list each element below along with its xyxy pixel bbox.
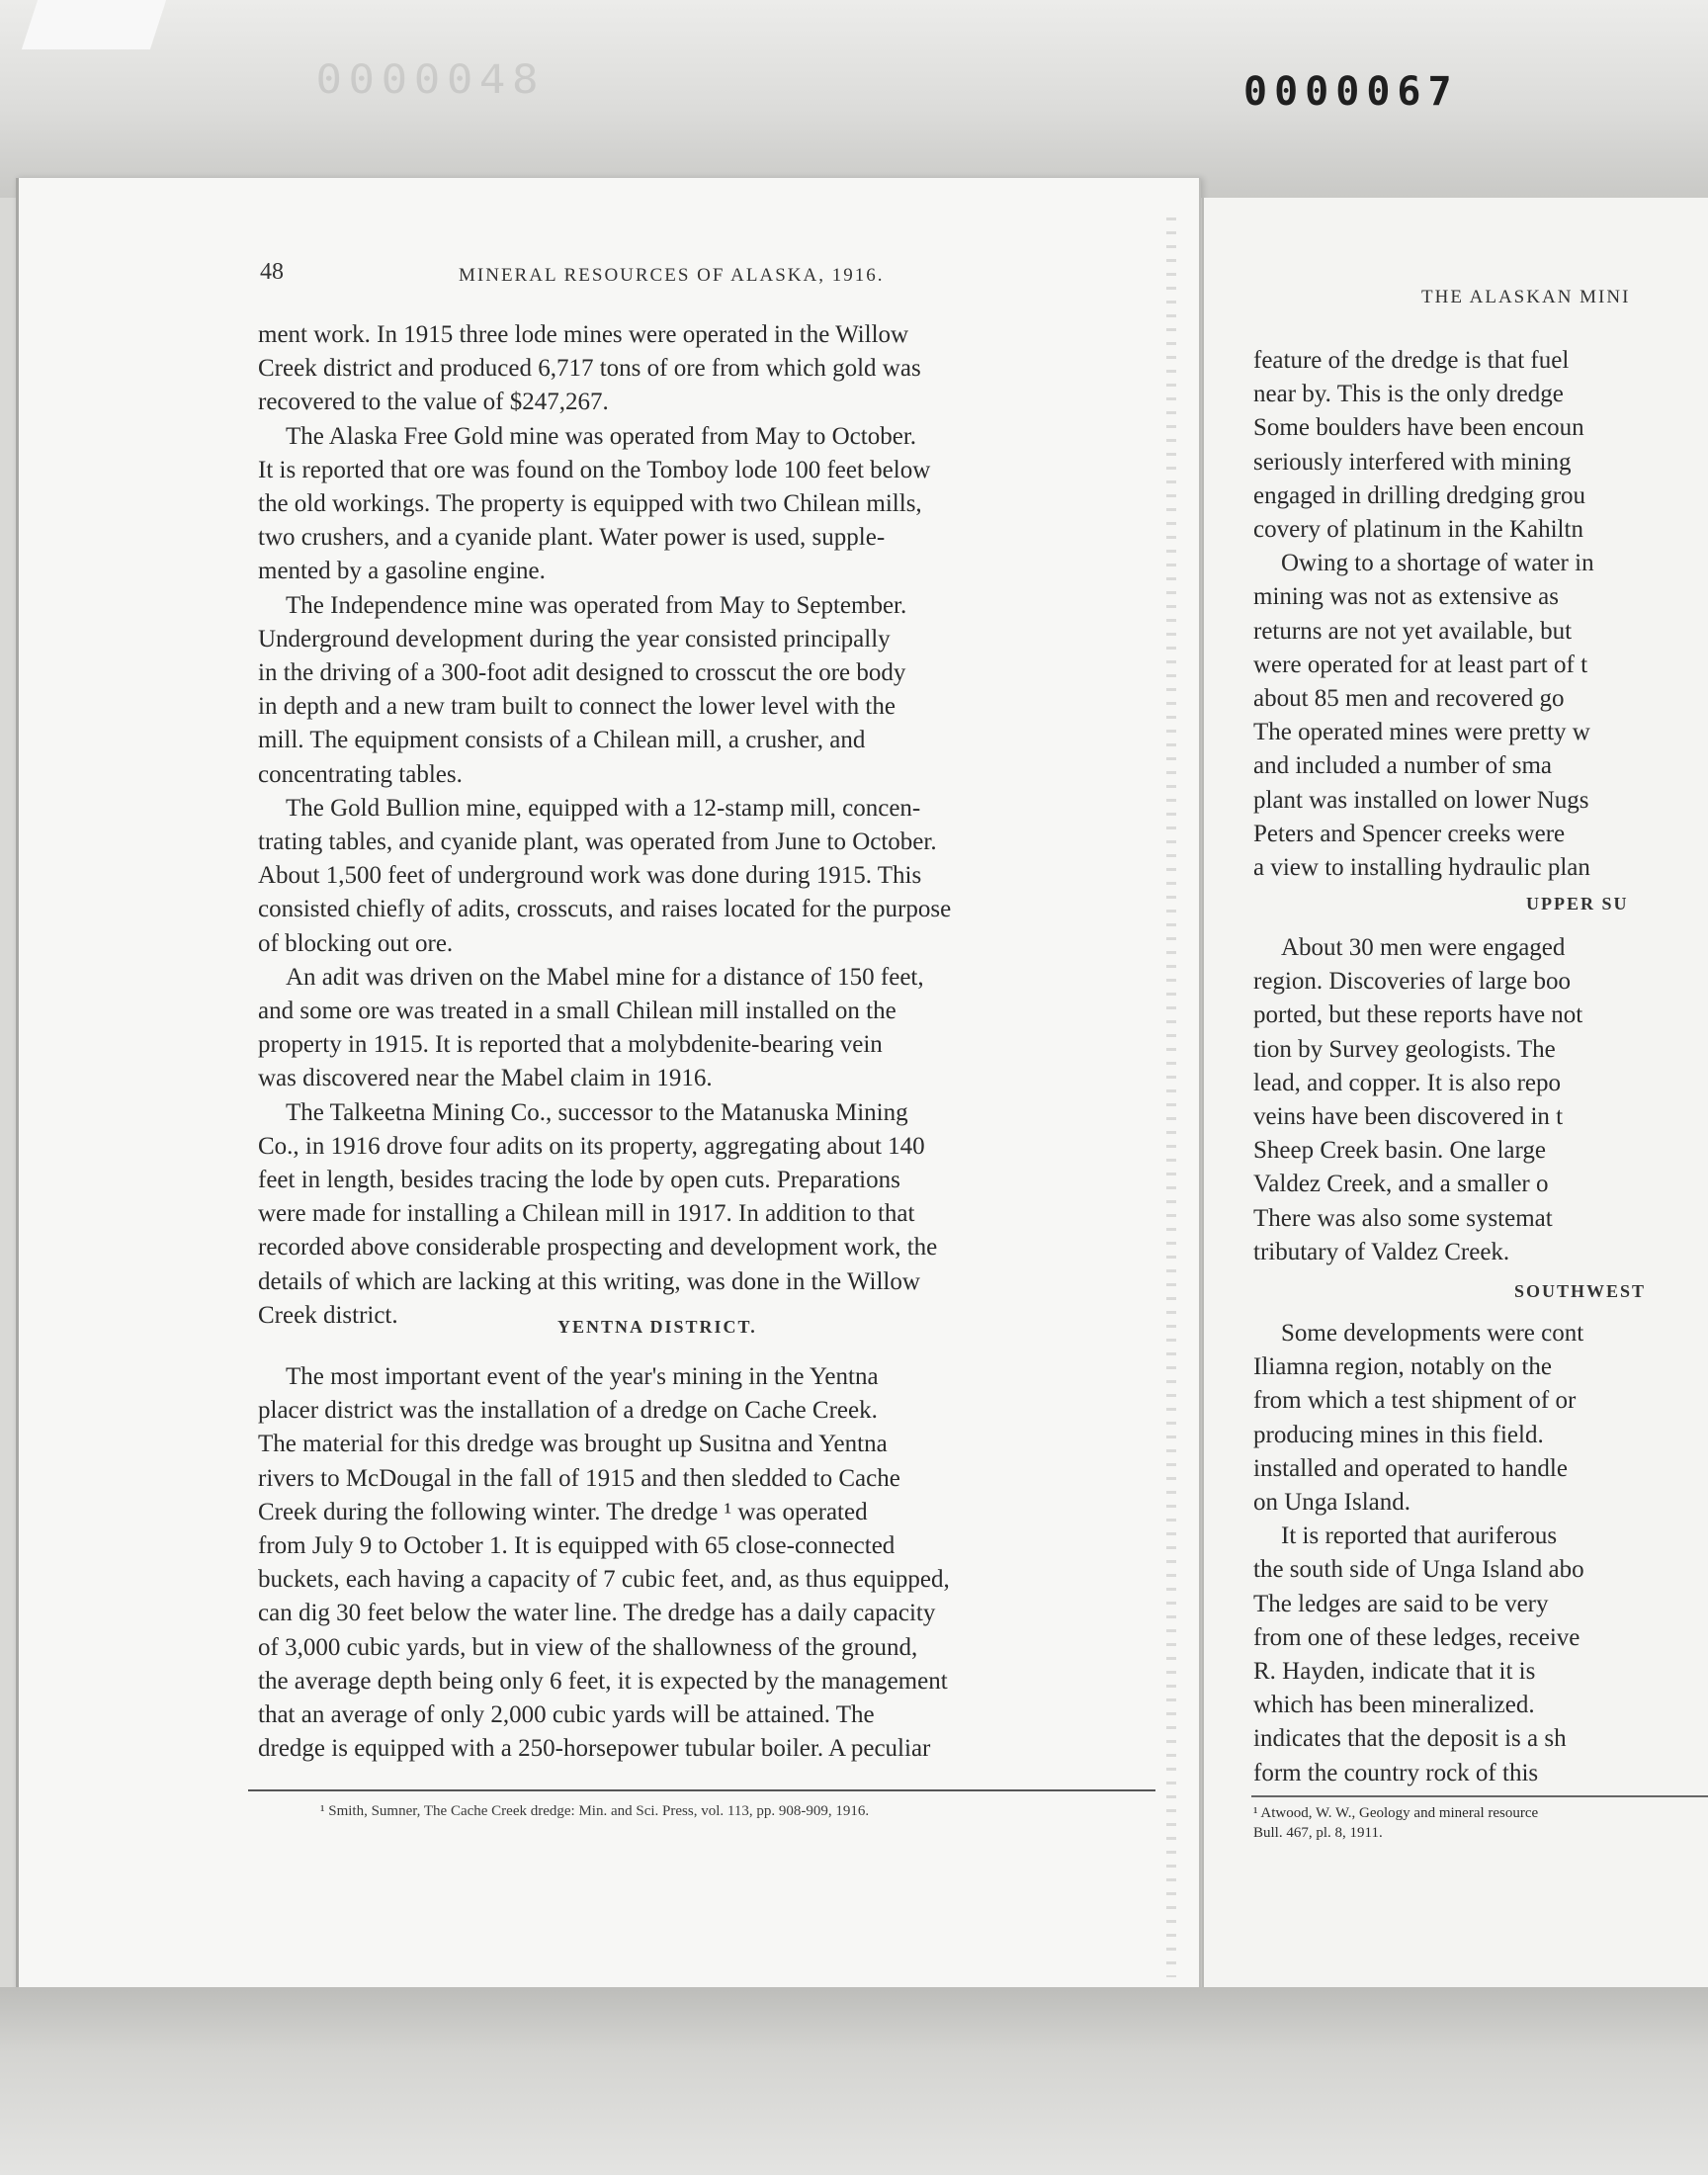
body-line: tributary of Valdez Creek. bbox=[1253, 1238, 1510, 1265]
body-line: The ledges are said to be very bbox=[1253, 1590, 1549, 1617]
body-line: The material for this dredge was brought up Susitna and Yentna bbox=[258, 1431, 888, 1458]
body-line: of blocking out ore. bbox=[258, 929, 454, 957]
body-line: which has been mineralized. bbox=[1253, 1692, 1535, 1719]
body-line: indicates that the deposit is a sh bbox=[1253, 1725, 1567, 1753]
body-line: mining was not as extensive as bbox=[1253, 583, 1559, 611]
body-line: in depth and a new tram built to connect the lower level with the bbox=[258, 693, 896, 721]
right-body-text-3 bbox=[1253, 1317, 1708, 1801]
section-heading-southwest: SOUTHWEST bbox=[1514, 1281, 1647, 1301]
body-line: Some boulders have been encoun bbox=[1253, 414, 1584, 442]
body-line: ported, but these reports have not bbox=[1253, 1001, 1583, 1029]
footnote-rule bbox=[248, 1789, 1155, 1791]
body-line: from July 9 to October 1. It is equipped with 65 close-connected bbox=[258, 1532, 896, 1559]
ghost-frame-number: 0000048 bbox=[315, 57, 546, 103]
body-line: the average depth being only 6 feet, it is expected by the management bbox=[258, 1667, 948, 1695]
footnote-line: Bull. 467, pl. 8, 1911. bbox=[1253, 1825, 1383, 1841]
body-line: recorded above considerable prospecting and development work, the bbox=[258, 1234, 938, 1262]
body-line: concentrating tables. bbox=[258, 760, 463, 788]
body-line: a view to installing hydraulic plan bbox=[1253, 854, 1590, 881]
body-line: dredge is equipped with a 250-horsepower tubular boiler. A peculiar bbox=[258, 1735, 931, 1763]
body-line: The Alaska Free Gold mine was operated from May to October. bbox=[286, 422, 917, 450]
body-line: Iliamna region, notably on the bbox=[1253, 1353, 1553, 1381]
body-line: and some ore was treated in a small Chilean mill installed on the bbox=[258, 998, 897, 1024]
body-line: An adit was driven on the Mabel mine for a distance of 150 feet, bbox=[286, 963, 924, 991]
body-line: The Independence mine was operated from May to September. bbox=[286, 591, 907, 619]
body-line: returns are not yet available, but bbox=[1253, 617, 1573, 645]
body-line: The Talkeetna Mining Co., successor to the Matanuska Mining bbox=[286, 1098, 908, 1126]
body-line: buckets, each having a capacity of 7 cubic feet, and, as thus equipped, bbox=[258, 1566, 950, 1594]
body-line: form the country rock of this bbox=[1253, 1759, 1539, 1786]
body-line: seriously interfered with mining bbox=[1253, 448, 1572, 476]
left-page bbox=[16, 178, 1201, 2007]
body-line: There was also some systemat bbox=[1253, 1204, 1553, 1232]
body-line: installed and operated to handle bbox=[1253, 1454, 1568, 1482]
running-head-right: THE ALASKAN MINI bbox=[1421, 287, 1631, 307]
section-heading-yentna: YENTNA DISTRICT. bbox=[557, 1317, 757, 1337]
body-line: tion by Survey geologists. The bbox=[1253, 1035, 1556, 1063]
body-line: near by. This is the only dredge bbox=[1253, 381, 1564, 408]
frame-number: 0000067 bbox=[1243, 69, 1459, 115]
section-heading-upper-susitna: UPPER SU bbox=[1526, 894, 1629, 914]
body-line: Creek district. bbox=[258, 1301, 398, 1329]
body-line: can dig 30 feet below the water line. The dredge has a daily capacity bbox=[258, 1600, 936, 1627]
body-line: Peters and Spencer creeks were bbox=[1253, 820, 1566, 847]
body-line: placer district was the installation of a dredge on Cache Creek. bbox=[258, 1397, 878, 1425]
footnote-line: ¹ Atwood, W. W., Geology and mineral resource bbox=[1253, 1805, 1539, 1821]
body-line: recovered to the value of $247,267. bbox=[258, 389, 609, 416]
scan-bottom-margin bbox=[0, 1987, 1708, 2175]
body-line: feature of the dredge is that fuel bbox=[1253, 347, 1570, 374]
scan-corner-mark bbox=[22, 0, 166, 49]
left-body-text-bottom bbox=[258, 1360, 1167, 1768]
body-line: engaged in drilling dredging grou bbox=[1253, 481, 1586, 509]
body-line: About 30 men were engaged bbox=[1281, 934, 1566, 961]
body-line: were operated for at least part of t bbox=[1253, 651, 1588, 678]
left-body-text-top bbox=[258, 318, 1167, 1337]
body-line: and included a number of sma bbox=[1253, 752, 1552, 780]
body-line: The operated mines were pretty w bbox=[1253, 719, 1590, 746]
body-line: mill. The equipment consists of a Chilean mill, a crusher, and bbox=[258, 727, 866, 754]
body-line: of 3,000 cubic yards, but in view of the shallowness of the ground, bbox=[258, 1633, 918, 1661]
body-line: about 85 men and recovered go bbox=[1253, 685, 1565, 712]
body-line: in the driving of a 300-foot adit designed to crosscut the ore body bbox=[258, 659, 906, 686]
body-line: The Gold Bullion mine, equipped with a 12-stamp mill, concen- bbox=[286, 794, 921, 822]
body-line: ment work. In 1915 three lode mines were operated in the Willow bbox=[258, 321, 909, 348]
body-line: lead, and copper. It is also repo bbox=[1253, 1069, 1562, 1096]
body-line: Valdez Creek, and a smaller o bbox=[1253, 1171, 1549, 1198]
footnote-rule-right bbox=[1251, 1795, 1708, 1797]
running-head-left: MINERAL RESOURCES OF ALASKA, 1916. bbox=[459, 265, 885, 286]
body-line: feet in length, besides tracing the lode by open cuts. Preparations bbox=[258, 1167, 900, 1193]
body-line: Underground development during the year consisted principally bbox=[258, 625, 891, 652]
body-line: from which a test shipment of or bbox=[1253, 1387, 1577, 1415]
body-line: R. Hayden, indicate that it is bbox=[1253, 1658, 1536, 1685]
body-line: property in 1915. It is reported that a molybdenite-bearing vein bbox=[258, 1031, 883, 1059]
body-line: plant was installed on lower Nugs bbox=[1253, 786, 1589, 814]
body-line: rivers to McDougal in the fall of 1915 and then sledded to Cache bbox=[258, 1464, 900, 1492]
body-line: Creek district and produced 6,717 tons of ore from which gold was bbox=[258, 355, 921, 383]
body-line: region. Discoveries of large boo bbox=[1253, 968, 1571, 996]
body-line: was discovered near the Mabel claim in 1916. bbox=[258, 1065, 713, 1092]
body-line: The most important event of the year's mining in the Yentna bbox=[286, 1363, 879, 1390]
body-line: About 1,500 feet of underground work was done during 1915. This bbox=[258, 862, 922, 890]
body-line: on Unga Island. bbox=[1253, 1489, 1410, 1516]
gutter-shadow bbox=[1166, 218, 1176, 1977]
right-body-text-1 bbox=[1253, 344, 1708, 898]
body-line: It is reported that auriferous bbox=[1281, 1522, 1558, 1550]
body-line: the south side of Unga Island abo bbox=[1253, 1556, 1584, 1584]
body-line: Co., in 1916 drove four adits on its property, aggregating about 140 bbox=[258, 1132, 925, 1160]
body-line: details of which are lacking at this writing, was done in the Willow bbox=[258, 1267, 920, 1295]
body-line: the old workings. The property is equipped with two Chilean mills, bbox=[258, 490, 922, 517]
body-line: that an average of only 2,000 cubic yards will be attained. The bbox=[258, 1701, 875, 1728]
body-line: It is reported that ore was found on the Tomboy lode 100 feet below bbox=[258, 456, 931, 483]
body-line: Some developments were cont bbox=[1281, 1320, 1584, 1347]
body-line: consisted chiefly of adits, crosscuts, and raises located for the purpose bbox=[258, 896, 952, 923]
body-line: Creek during the following winter. The dredge ¹ was operated bbox=[258, 1498, 868, 1525]
body-line: veins have been discovered in t bbox=[1253, 1103, 1564, 1130]
footnote-left: ¹ Smith, Sumner, The Cache Creek dredge: Min. and Sci. Press, vol. 113, pp. 908-909, 1916. bbox=[320, 1803, 870, 1819]
page-number: 48 bbox=[260, 259, 284, 285]
body-line: producing mines in this field. bbox=[1253, 1421, 1544, 1448]
body-line: were made for installing a Chilean mill in 1917. In addition to that bbox=[258, 1200, 915, 1228]
body-line: two crushers, and a cyanide plant. Water power is used, supple- bbox=[258, 524, 886, 552]
body-line: trating tables, and cyanide plant, was operated from June to October. bbox=[258, 828, 937, 855]
body-line: mented by a gasoline engine. bbox=[258, 558, 546, 585]
right-body-text-2 bbox=[1253, 931, 1708, 1287]
footnote-right bbox=[1253, 1803, 1708, 1847]
body-line: from one of these ledges, receive bbox=[1253, 1623, 1580, 1651]
body-line: Owing to a shortage of water in bbox=[1281, 550, 1594, 577]
body-line: Sheep Creek basin. One large bbox=[1253, 1137, 1546, 1165]
right-page bbox=[1202, 198, 1708, 2007]
body-line: covery of platinum in the Kahiltn bbox=[1253, 516, 1583, 543]
